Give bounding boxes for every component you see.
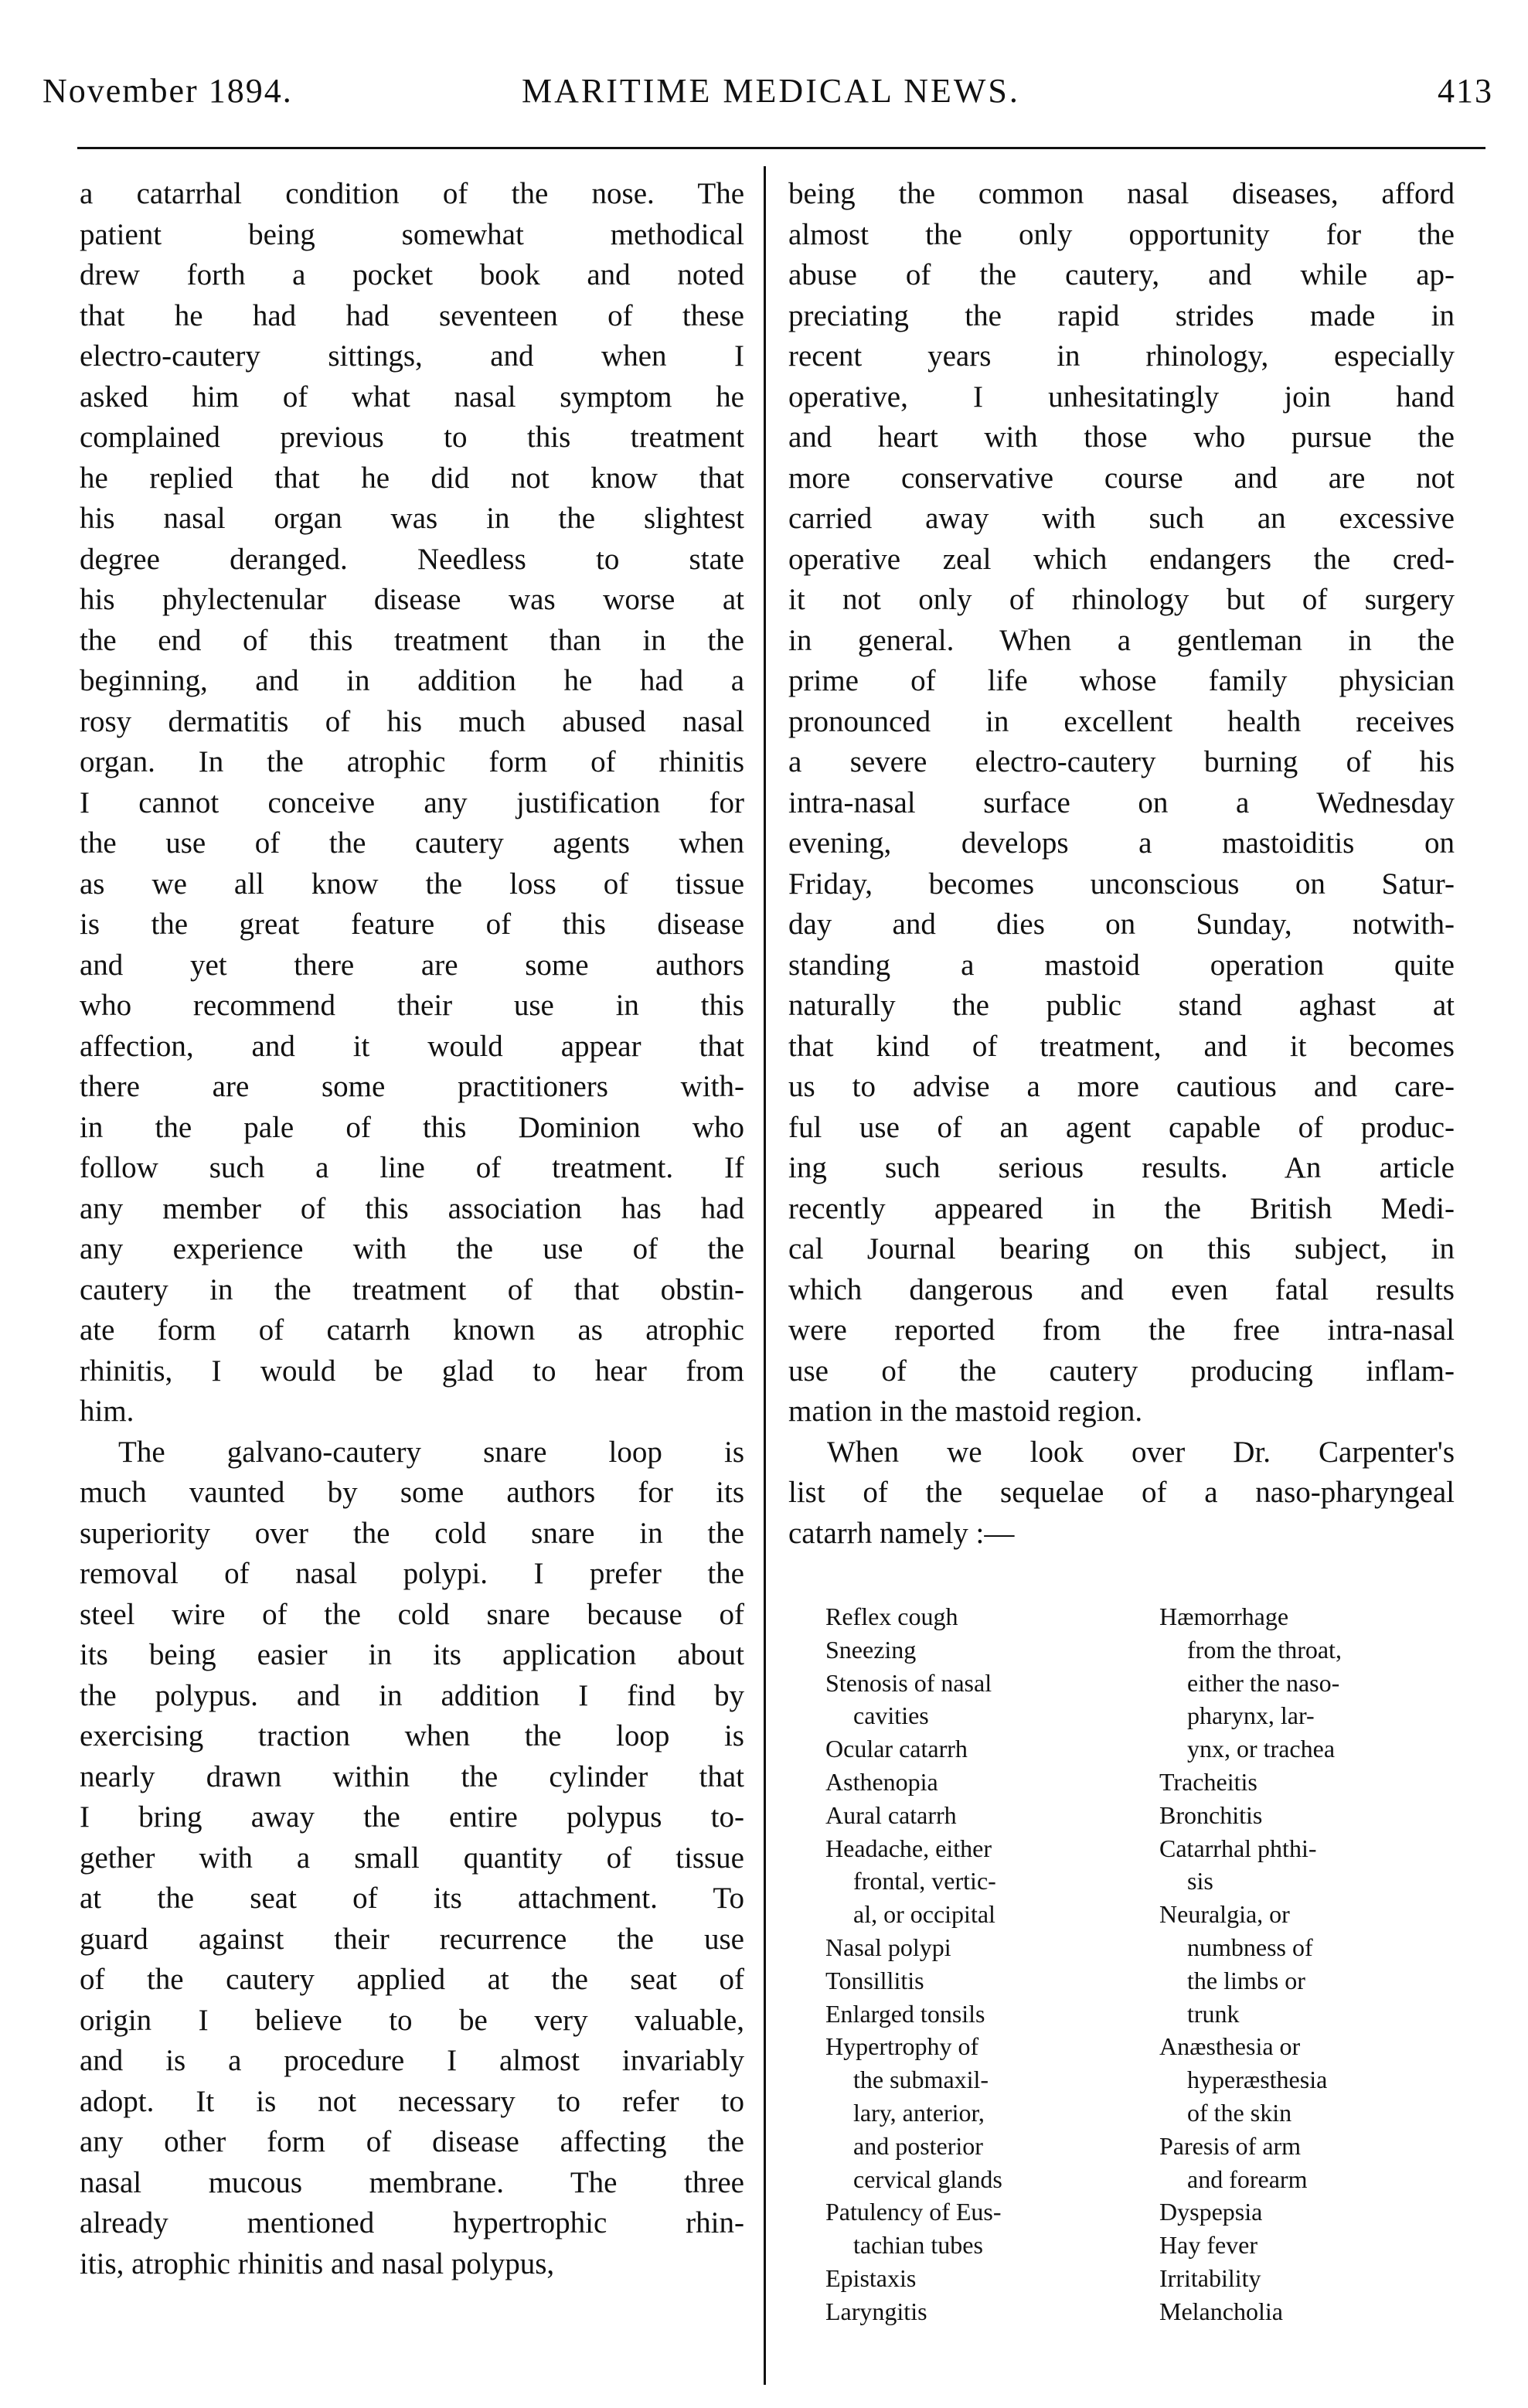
sequela-item <box>825 1766 1135 1799</box>
text-line: his phylectenular disease was worse at <box>80 583 744 616</box>
text-line: being the common nasal diseases, afford <box>788 177 1455 210</box>
sequela-continuation: cavities <box>853 1701 929 1730</box>
text-line: any other form of disease affecting the <box>80 2125 744 2158</box>
text-line: there are some practitioners with- <box>80 1070 744 1103</box>
sequela-continuation: numbness of <box>1187 1933 1313 1961</box>
sequela-name: Hypertrophy of <box>825 2032 979 2061</box>
text-line: I cannot conceive any justification for <box>80 785 744 819</box>
text-line: patient being somewhat methodical <box>80 217 744 251</box>
text-line: almost the only opportunity for the <box>788 217 1455 251</box>
sequela-name: Anæsthesia or <box>1159 2032 1301 2061</box>
text-line: naturally the public stand aghast at <box>788 989 1455 1022</box>
text-line: who recommend their use in this <box>80 989 744 1022</box>
text-line: nasal mucous membrane. The three <box>80 2165 744 2199</box>
sequela-item <box>1159 1799 1468 1832</box>
sequela-continuation: trunk <box>1187 1999 1240 2028</box>
sequela-name: Melancholia <box>1159 2297 1283 2325</box>
left-paragraph-1 <box>80 174 744 1432</box>
text-line: the end of this treatment than in the <box>80 623 744 657</box>
right-column <box>788 174 1455 1554</box>
header-rule <box>77 147 1485 149</box>
text-line: nearly drawn within the cylinder that <box>80 1759 744 1793</box>
text-line: The galvano-cautery snare loop is <box>118 1435 744 1469</box>
column-divider <box>764 166 766 2385</box>
left-paragraph-2 <box>80 1432 744 2285</box>
right-paragraph-1 <box>788 174 1455 1432</box>
text-line: any member of this association has had <box>80 1191 744 1225</box>
text-line: carried away with such an excessive <box>788 502 1455 535</box>
text-line: recent years in rhinology, especially <box>788 339 1455 373</box>
sequela-name: Paresis of arm <box>1159 2131 1302 2160</box>
sequela-continuation: lary, anterior, <box>853 2098 985 2127</box>
sequela-item <box>1159 2130 1468 2196</box>
sequela-item <box>1159 2195 1468 2229</box>
text-line: affection, and it would appear that <box>80 1029 744 1063</box>
sequela-name: Ocular catarrh <box>825 1735 968 1763</box>
sequela-name: Stenosis of nasal <box>825 1668 992 1697</box>
text-line: us to advise a more cautious and care- <box>788 1070 1455 1103</box>
issue-date: November 1894. <box>43 72 293 110</box>
sequela-item <box>1159 1832 1468 1899</box>
sequela-item <box>1159 2030 1468 2129</box>
sequela-continuation: hyperæsthesia <box>1187 2066 1328 2094</box>
sequela-item <box>1159 1898 1468 2030</box>
sequela-continuation: sis <box>1187 1867 1213 1895</box>
sequela-continuation: pharynx, lar- <box>1187 1701 1315 1730</box>
sequela-continuation: and posterior <box>853 2131 983 2160</box>
text-line: catarrh namely :— <box>788 1516 1015 1550</box>
sequela-name: Laryngitis <box>825 2297 927 2325</box>
text-line: rosy dermatitis of his much abused nasal <box>80 704 744 738</box>
sequela-item <box>1159 1766 1468 1799</box>
text-line: When we look over Dr. Carpenter's <box>827 1435 1455 1469</box>
right-paragraph-2 <box>788 1432 1455 1555</box>
text-line: abuse of the cautery, and while ap- <box>788 258 1455 291</box>
sequela-name: Catarrhal phthi- <box>1159 1834 1317 1862</box>
sequela-name: Tonsillitis <box>825 1966 924 1994</box>
sequela-item <box>825 1799 1135 1832</box>
sequela-item <box>825 1600 1135 1633</box>
sequela-continuation: tachian tubes <box>853 2231 983 2260</box>
left-column <box>80 174 744 2284</box>
text-line: preciating the rapid strides made in <box>788 298 1455 332</box>
text-line: and is a procedure I almost invariably <box>80 2044 744 2077</box>
sequela-item <box>1159 1600 1468 1766</box>
text-line: that he had had seventeen of these <box>80 298 744 332</box>
text-line: much vaunted by some authors for its <box>80 1476 744 1509</box>
sequela-item <box>825 1667 1135 1733</box>
text-line: a catarrhal condition of the nose. The <box>80 177 744 210</box>
text-line: and yet there are some authors <box>80 948 744 982</box>
sequela-name: Aural catarrh <box>825 1800 957 1829</box>
text-line: adopt. It is not necessary to refer to <box>80 2084 744 2118</box>
text-line: is the great feature of this disease <box>80 908 744 941</box>
sequela-item <box>825 1732 1135 1766</box>
text-line: already mentioned hypertrophic rhin- <box>80 2206 744 2239</box>
text-line: ate form of catarrh known as atrophic <box>80 1313 744 1347</box>
text-line: guard against their recurrence the use <box>80 1922 744 1956</box>
text-line: prime of life whose family physician <box>788 664 1455 697</box>
text-line: him. <box>80 1395 134 1428</box>
sequela-name: Enlarged tonsils <box>825 1999 985 2028</box>
sequela-continuation: and forearm <box>1187 2164 1308 2193</box>
page-header <box>43 71 1493 118</box>
sequela-item <box>1159 2295 1468 2328</box>
sequela-item <box>825 2195 1135 2262</box>
sequela-name: Sneezing <box>825 1635 917 1664</box>
journal-title: MARITIME MEDICAL NEWS. <box>522 72 1020 110</box>
text-line: follow such a line of treatment. If <box>80 1151 744 1184</box>
sequela-continuation: the limbs or <box>1187 1966 1305 1994</box>
text-line: exercising traction when the loop is <box>80 1719 744 1752</box>
sequela-continuation: ynx, or trachea <box>1187 1735 1336 1763</box>
sequela-name: Bronchitis <box>1159 1800 1263 1829</box>
text-line: origin I believe to be very valuable, <box>80 2003 744 2037</box>
text-line: more conservative course and are not <box>788 461 1455 495</box>
sequela-item <box>825 2030 1135 2195</box>
sequela-name: Neuralgia, or <box>1159 1900 1290 1929</box>
sequela-item <box>1159 2229 1468 2262</box>
text-line: I bring away the entire polypus to- <box>80 1800 744 1834</box>
sequelae-list-second <box>1159 1600 1468 2328</box>
sequela-item <box>1159 2262 1468 2295</box>
text-line: ing such serious results. An article <box>788 1151 1455 1184</box>
text-line: the polypus. and in addition I find by <box>80 1678 744 1712</box>
text-line: steel wire of the cold snare because of <box>80 1597 744 1631</box>
sequela-name: Epistaxis <box>825 2263 917 2292</box>
text-line: evening, develops a mastoiditis on <box>788 826 1455 860</box>
text-line: day and dies on Sunday, notwith- <box>788 908 1455 941</box>
sequela-continuation: of the skin <box>1187 2098 1292 2127</box>
text-line: electro-cautery sittings, and when I <box>80 339 744 373</box>
text-line: cautery in the treatment of that obstin- <box>80 1272 744 1306</box>
sequela-name: Irritability <box>1159 2263 1261 2292</box>
sequela-name: Headache, either <box>825 1834 992 1862</box>
sequela-item <box>825 1832 1135 1931</box>
text-line: cal Journal bearing on this subject, in <box>788 1232 1455 1265</box>
sequela-name: Patulency of Eus- <box>825 2198 1002 2226</box>
sequela-name: Dyspepsia <box>1159 2198 1263 2226</box>
sequela-continuation: frontal, vertic- <box>853 1867 996 1895</box>
text-line: were reported from the free intra-nasal <box>788 1313 1455 1347</box>
sequela-item <box>825 1964 1135 1998</box>
text-line: the use of the cautery agents when <box>80 826 744 860</box>
sequela-item <box>825 2295 1135 2328</box>
text-line: of the cautery applied at the seat of <box>80 1963 744 1996</box>
text-line: at the seat of its attachment. To <box>80 1882 744 1915</box>
sequela-name: Nasal polypi <box>825 1933 951 1961</box>
sequela-continuation: from the throat, <box>1187 1635 1342 1664</box>
text-line: itis, atrophic rhinitis and nasal polypus, <box>80 2246 555 2280</box>
text-line: intra-nasal surface on a Wednesday <box>788 785 1455 819</box>
sequela-continuation: the submaxil- <box>853 2066 989 2094</box>
text-line: standing a mastoid operation quite <box>788 948 1455 982</box>
sequela-name: Asthenopia <box>825 1767 938 1796</box>
sequela-item <box>825 1931 1135 1964</box>
sequela-name: Hæmorrhage <box>1159 1602 1289 1630</box>
text-line: and heart with those who pursue the <box>788 421 1455 454</box>
text-line: complained previous to this treatment <box>80 421 744 454</box>
text-line: mation in the mastoid region. <box>788 1395 1143 1428</box>
text-line: its being easier in its application about <box>80 1638 744 1671</box>
text-line: a severe electro-cautery burning of his <box>788 745 1455 778</box>
sequelae-list-first <box>825 1600 1135 2328</box>
text-line: it not only of rhinology but of surgery <box>788 583 1455 616</box>
sequela-item <box>825 1998 1135 2031</box>
text-line: rhinitis, I would be glad to hear from <box>80 1354 744 1388</box>
text-line: in the pale of this Dominion who <box>80 1110 744 1144</box>
page-number: 413 <box>1438 72 1493 110</box>
text-line: pronounced in excellent health receives <box>788 704 1455 738</box>
sequela-continuation: cervical glands <box>853 2164 1002 2193</box>
text-line: operative zeal which endangers the cred- <box>788 542 1455 576</box>
sequela-name: Tracheitis <box>1159 1767 1257 1796</box>
text-line: removal of nasal polypi. I prefer the <box>80 1557 744 1590</box>
text-line: asked him of what nasal symptom he <box>80 380 744 414</box>
text-line: which dangerous and even fatal results <box>788 1272 1455 1306</box>
text-line: he replied that he did not know that <box>80 461 744 495</box>
text-line: operative, I unhesitatingly join hand <box>788 380 1455 414</box>
sequela-name: Reflex cough <box>825 1602 958 1630</box>
text-line: beginning, and in addition he had a <box>80 664 744 697</box>
text-line: degree deranged. Needless to state <box>80 542 744 576</box>
sequela-continuation: either the naso- <box>1187 1668 1340 1697</box>
text-line: use of the cautery producing inflam- <box>788 1354 1455 1388</box>
text-line: in general. When a gentleman in the <box>788 623 1455 657</box>
text-line: list of the sequelae of a naso-pharyngeal <box>788 1476 1455 1509</box>
sequela-item <box>825 1633 1135 1667</box>
sequela-name: Hay fever <box>1159 2231 1258 2260</box>
sequela-continuation: al, or occipital <box>853 1900 995 1929</box>
text-line: his nasal organ was in the slightest <box>80 502 744 535</box>
text-line: as we all know the loss of tissue <box>80 867 744 901</box>
text-line: superiority over the cold snare in the <box>80 1516 744 1550</box>
text-line: that kind of treatment, and it becomes <box>788 1029 1455 1063</box>
text-line: organ. In the atrophic form of rhinitis <box>80 745 744 778</box>
sequela-item <box>825 2262 1135 2295</box>
text-line: recently appeared in the British Medi- <box>788 1191 1455 1225</box>
text-line: Friday, becomes unconscious on Satur- <box>788 867 1455 901</box>
text-line: drew forth a pocket book and noted <box>80 258 744 291</box>
text-line: ful use of an agent capable of produc- <box>788 1110 1455 1144</box>
text-line: gether with a small quantity of tissue <box>80 1841 744 1875</box>
text-line: any experience with the use of the <box>80 1232 744 1265</box>
